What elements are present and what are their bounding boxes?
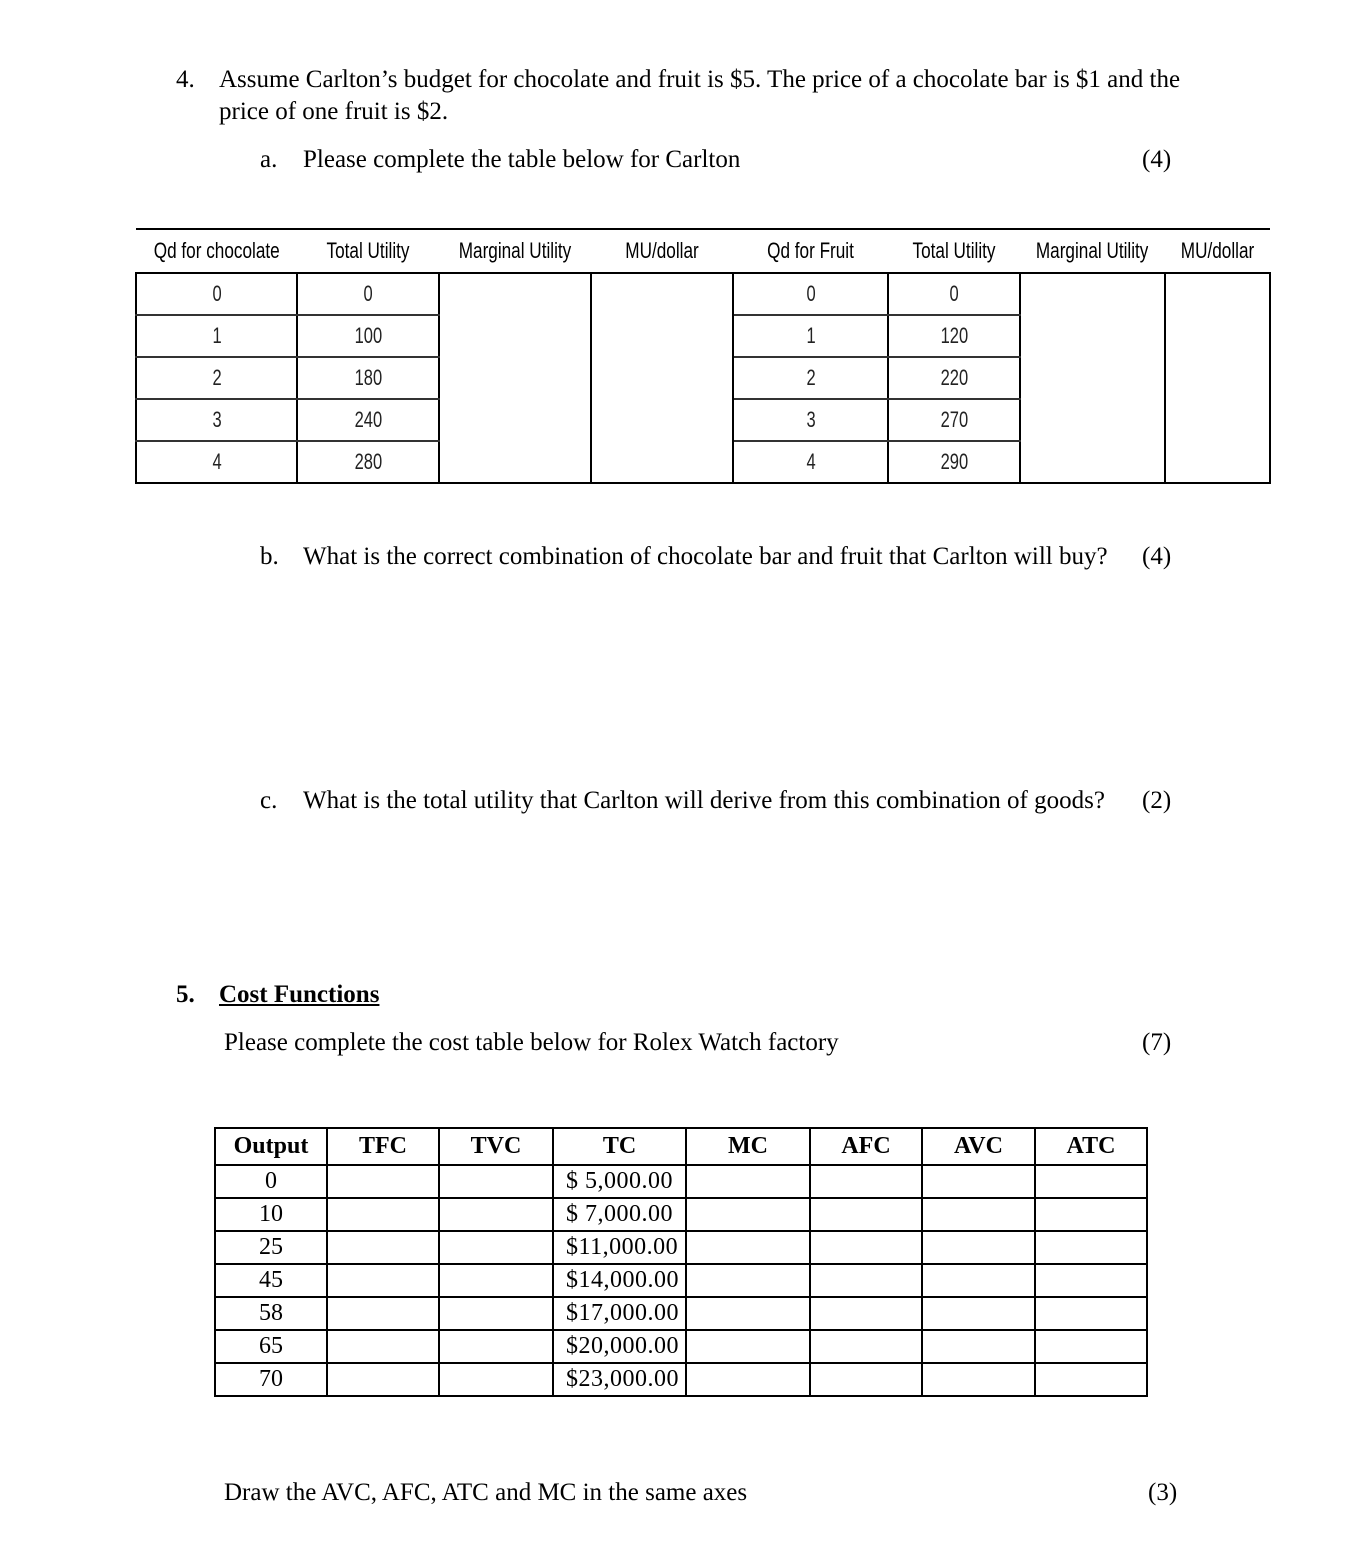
table-row — [136, 399, 1270, 441]
atc-cell[interactable] — [1035, 1165, 1147, 1198]
mu-fruit-cell[interactable] — [1020, 399, 1164, 441]
mu-fruit-cell[interactable] — [1020, 441, 1164, 483]
tfc-cell[interactable] — [327, 1231, 439, 1264]
afc-cell[interactable] — [810, 1330, 922, 1363]
q5-draw-points: (3) — [1148, 1479, 1178, 1506]
cost-table — [214, 1127, 1148, 1397]
tc-cell: $14,000.00 — [553, 1264, 686, 1297]
tvc-cell[interactable] — [439, 1363, 553, 1396]
utility-table-header — [136, 229, 1270, 273]
mu-choc-cell[interactable] — [439, 357, 591, 399]
avc-cell[interactable] — [922, 1231, 1035, 1264]
q4-number: 4. — [176, 66, 195, 93]
mu-dollar-fruit-cell[interactable] — [1165, 315, 1270, 357]
mc-cell[interactable] — [686, 1231, 810, 1264]
tfc-cell[interactable] — [327, 1363, 439, 1396]
mc-cell[interactable] — [686, 1330, 810, 1363]
header-marginal-utility-choc: Marginal Utility — [456, 229, 575, 273]
table-row — [136, 357, 1270, 399]
tc-cell: $ 7,000.00 — [553, 1198, 686, 1231]
header-mc: MC — [686, 1128, 810, 1165]
header-total-utility-fruit: Total Utility — [903, 229, 1006, 273]
table-row — [136, 441, 1270, 483]
header-tc: TC — [553, 1128, 686, 1165]
table-row — [215, 1363, 1147, 1396]
mc-cell[interactable] — [686, 1297, 810, 1330]
output-cell: 45 — [215, 1264, 327, 1297]
mu-fruit-cell[interactable] — [1020, 357, 1164, 399]
tvc-cell[interactable] — [439, 1330, 553, 1363]
q5-draw-instruction: Draw the AVC, AFC, ATC and MC in the same axes — [224, 1479, 748, 1506]
tvc-cell[interactable] — [439, 1198, 553, 1231]
q4-intro-line2: price of one fruit is $2. — [219, 98, 449, 125]
atc-cell[interactable] — [1035, 1363, 1147, 1396]
tu-fruit-cell: 120 — [940, 323, 969, 348]
header-total-utility-choc: Total Utility — [313, 229, 424, 273]
afc-cell[interactable] — [810, 1363, 922, 1396]
table-row — [215, 1330, 1147, 1363]
tc-cell: $17,000.00 — [553, 1297, 686, 1330]
afc-cell[interactable] — [810, 1231, 922, 1264]
q5-points: (7) — [1142, 1029, 1172, 1056]
tc-cell: $23,000.00 — [553, 1363, 686, 1396]
tfc-cell[interactable] — [327, 1198, 439, 1231]
header-qd-chocolate: Qd for chocolate — [154, 229, 280, 273]
tc-cell: $20,000.00 — [553, 1330, 686, 1363]
q4c-text: What is the total utility that Carlton will derive from this combination of goods? — [303, 787, 1105, 814]
qd-choc-cell: 0 — [212, 281, 222, 306]
tu-choc-cell: 180 — [354, 365, 383, 390]
mu-choc-cell[interactable] — [439, 273, 591, 315]
table-row — [215, 1165, 1147, 1198]
q4a-points: (4) — [1142, 146, 1172, 173]
output-cell: 10 — [215, 1198, 327, 1231]
q4-intro-line1: Assume Carlton’s budget for chocolate and fruit is $5. The price of a chocolate bar is $1 and the — [219, 66, 1181, 93]
tfc-cell[interactable] — [327, 1165, 439, 1198]
qd-fruit-cell: 4 — [806, 449, 816, 474]
q4b-points: (4) — [1142, 543, 1172, 570]
q5-title: Cost Functions — [219, 981, 380, 1008]
tvc-cell[interactable] — [439, 1231, 553, 1264]
tfc-cell[interactable] — [327, 1264, 439, 1297]
qd-choc-cell: 3 — [212, 407, 222, 432]
q4c-label: c. — [260, 787, 278, 814]
mu-choc-cell[interactable] — [439, 399, 591, 441]
mc-cell[interactable] — [686, 1363, 810, 1396]
tu-fruit-cell: 270 — [940, 407, 969, 432]
mu-dollar-choc-cell[interactable] — [591, 441, 733, 483]
tu-choc-cell: 280 — [354, 449, 383, 474]
tc-cell: $11,000.00 — [553, 1231, 686, 1264]
table-row — [215, 1231, 1147, 1264]
q4a-label: a. — [260, 146, 278, 173]
afc-cell[interactable] — [810, 1165, 922, 1198]
q5-number: 5. — [176, 981, 195, 1008]
tu-choc-cell: 0 — [363, 281, 374, 306]
tu-fruit-cell: 0 — [949, 281, 960, 306]
q4b-text: What is the correct combination of chocolate bar and fruit that Carlton will buy? — [303, 543, 1108, 570]
atc-cell[interactable] — [1035, 1231, 1147, 1264]
avc-cell[interactable] — [922, 1165, 1035, 1198]
atc-cell[interactable] — [1035, 1264, 1147, 1297]
qd-choc-cell: 4 — [212, 449, 222, 474]
tu-fruit-cell: 220 — [940, 365, 969, 390]
header-atc: ATC — [1035, 1128, 1147, 1165]
afc-cell[interactable] — [810, 1264, 922, 1297]
tfc-cell[interactable] — [327, 1297, 439, 1330]
output-cell: 65 — [215, 1330, 327, 1363]
header-marginal-utility-fruit: Marginal Utility — [1036, 229, 1149, 273]
q4c-points: (2) — [1142, 787, 1172, 814]
mc-cell[interactable] — [686, 1264, 810, 1297]
output-cell: 25 — [215, 1231, 327, 1264]
qd-fruit-cell: 3 — [806, 407, 816, 432]
atc-cell[interactable] — [1035, 1198, 1147, 1231]
cost-table-header — [215, 1128, 1147, 1165]
atc-cell[interactable] — [1035, 1297, 1147, 1330]
tvc-cell[interactable] — [439, 1264, 553, 1297]
mc-cell[interactable] — [686, 1165, 810, 1198]
avc-cell[interactable] — [922, 1198, 1035, 1231]
avc-cell[interactable] — [922, 1297, 1035, 1330]
header-mu-dollar-fruit: MU/dollar — [1176, 229, 1258, 273]
tu-choc-cell: 100 — [354, 323, 383, 348]
afc-cell[interactable] — [810, 1198, 922, 1231]
header-mu-dollar-choc: MU/dollar — [607, 229, 718, 273]
atc-cell[interactable] — [1035, 1330, 1147, 1363]
avc-cell[interactable] — [922, 1330, 1035, 1363]
header-tvc: TVC — [439, 1128, 553, 1165]
qd-fruit-cell: 2 — [806, 365, 816, 390]
mu-choc-cell[interactable] — [439, 441, 591, 483]
q5-instruction: Please complete the cost table below for Rolex Watch factory — [224, 1029, 839, 1056]
header-qd-fruit: Qd for Fruit — [750, 229, 871, 273]
table-row — [215, 1297, 1147, 1330]
qd-fruit-cell: 0 — [806, 281, 816, 306]
mu-dollar-fruit-cell[interactable] — [1165, 399, 1270, 441]
table-row — [215, 1198, 1147, 1231]
output-cell: 58 — [215, 1297, 327, 1330]
tc-cell: $ 5,000.00 — [553, 1165, 686, 1198]
header-avc: AVC — [922, 1128, 1035, 1165]
tvc-cell[interactable] — [439, 1297, 553, 1330]
mu-dollar-fruit-cell[interactable] — [1165, 273, 1270, 315]
mu-dollar-choc-cell[interactable] — [591, 273, 733, 315]
q4b-label: b. — [260, 543, 279, 570]
tu-fruit-cell: 290 — [940, 449, 969, 474]
table-row — [136, 273, 1270, 315]
mu-dollar-choc-cell[interactable] — [591, 315, 733, 357]
tvc-cell[interactable] — [439, 1165, 553, 1198]
mu-dollar-choc-cell[interactable] — [591, 357, 733, 399]
output-cell: 70 — [215, 1363, 327, 1396]
afc-cell[interactable] — [810, 1297, 922, 1330]
header-tfc: TFC — [327, 1128, 439, 1165]
output-cell: 0 — [215, 1165, 327, 1198]
mu-dollar-choc-cell[interactable] — [591, 399, 733, 441]
avc-cell[interactable] — [922, 1363, 1035, 1396]
mu-dollar-fruit-cell[interactable] — [1165, 357, 1270, 399]
mc-cell[interactable] — [686, 1198, 810, 1231]
header-output: Output — [215, 1128, 327, 1165]
qd-fruit-cell: 1 — [806, 323, 816, 348]
mu-fruit-cell[interactable] — [1020, 273, 1164, 315]
table-row — [215, 1264, 1147, 1297]
table-row — [136, 315, 1270, 357]
mu-choc-cell[interactable] — [439, 315, 591, 357]
qd-choc-cell: 1 — [212, 323, 222, 348]
tfc-cell[interactable] — [327, 1330, 439, 1363]
utility-table — [135, 228, 1271, 484]
q4a-text: Please complete the table below for Carlton — [303, 146, 741, 173]
qd-choc-cell: 2 — [212, 365, 222, 390]
tu-choc-cell: 240 — [354, 407, 383, 432]
mu-fruit-cell[interactable] — [1020, 315, 1164, 357]
mu-dollar-fruit-cell[interactable] — [1165, 441, 1270, 483]
header-afc: AFC — [810, 1128, 922, 1165]
avc-cell[interactable] — [922, 1264, 1035, 1297]
